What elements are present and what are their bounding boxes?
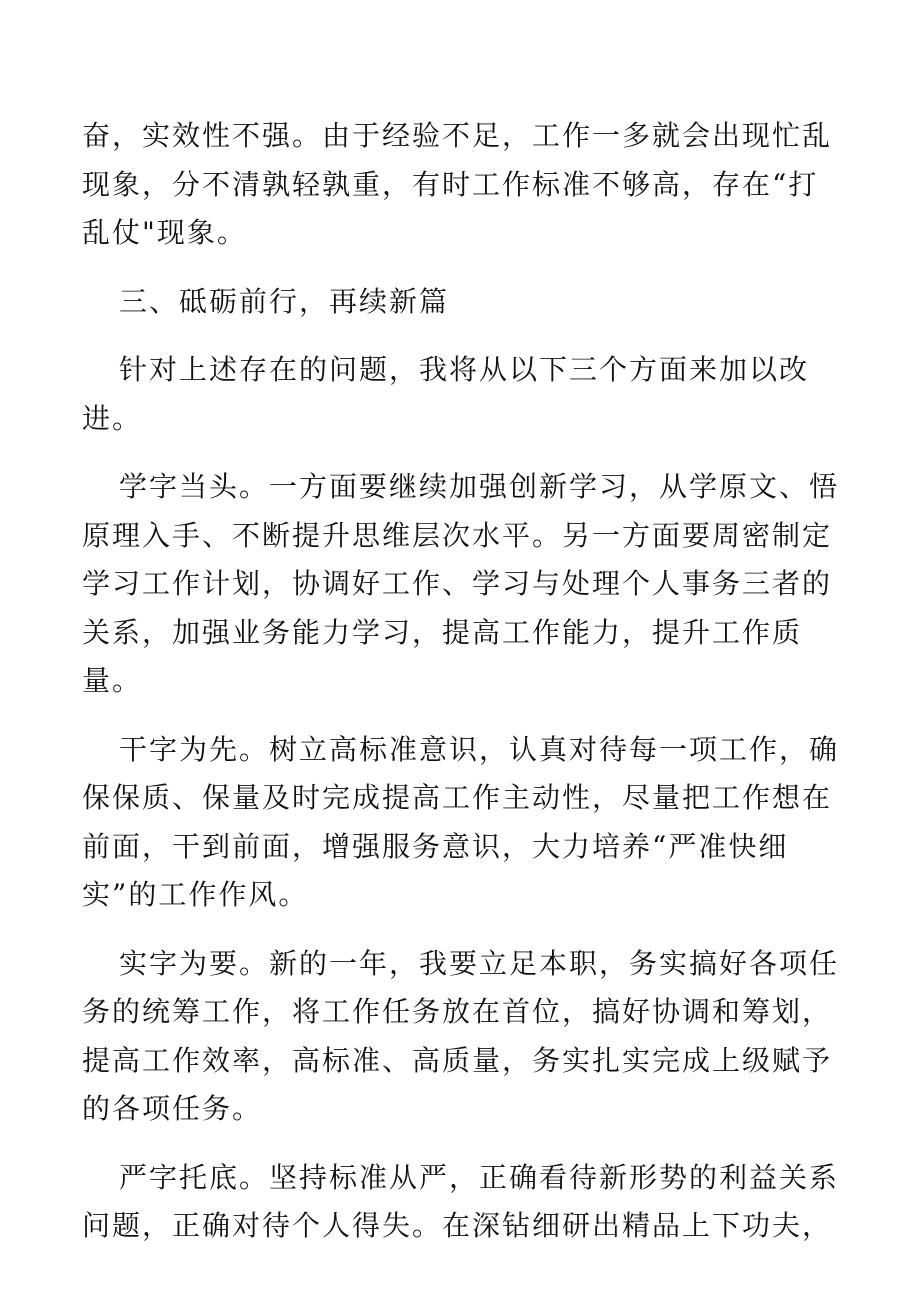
paragraph-gap — [82, 326, 827, 346]
text-line: 保保质、保量及时完成提高工作主动性，尽量把工作想在 — [82, 781, 833, 814]
paragraph-intro-continued — [82, 112, 833, 258]
paragraph-action-first — [82, 726, 840, 920]
text-line: 提高工作效率，高标准、高质量，务实扎实完成上级赋予 — [82, 1043, 833, 1077]
text-line: 前面，干到前面，增强服务意识，大力培养“严准快细 — [82, 829, 789, 863]
text-line: 原理入手、不断提升思维层次水平。另一方面要周密制定 — [82, 518, 833, 552]
paragraph-study-first — [82, 463, 840, 706]
paragraph-gap — [82, 258, 827, 278]
paragraph-gap — [82, 706, 827, 726]
text-line: 奋，实效性不强。由于经验不足，工作一多就会出现忙乱 — [82, 119, 833, 152]
document-body — [82, 112, 840, 1251]
text-line: 实”的工作作风。 — [82, 878, 309, 911]
text-line: 现象，分不清孰轻孰重，有时工作标准不够高，存在“打 — [82, 167, 819, 201]
text-line: 进。 — [82, 401, 143, 435]
paragraph-improvement-intro — [82, 346, 827, 443]
text-line: 的各项任务。 — [82, 1092, 263, 1125]
text-line: 量。 — [82, 664, 143, 697]
paragraph-strict-foundation — [82, 1154, 840, 1251]
paragraph-gap — [82, 920, 827, 940]
text-line: 学习工作计划，协调好工作、学习与处理个人事务三者的 — [82, 567, 833, 600]
text-line: 问题，正确对待个人得失。在深钻细研出精品上下功夫， — [82, 1209, 833, 1242]
paragraph-practical-essential — [82, 940, 840, 1134]
text-line: 严字托底。坚持标准从严，正确看待新形势的利益关系 — [119, 1160, 840, 1194]
section-heading — [82, 278, 827, 327]
paragraph-gap — [82, 443, 827, 463]
text-line: 实字为要。新的一年，我要立足本职，务实搞好各项任 — [119, 946, 840, 980]
text-line: 学字当头。一方面要继续加强创新学习，从学原文、悟 — [119, 470, 840, 503]
text-line: 务的统筹工作，将工作任务放在首位，搞好协调和筹划， — [82, 995, 833, 1028]
paragraph-gap — [82, 1134, 827, 1154]
text-line: 三、砥砺前行，再续新篇 — [119, 284, 450, 318]
text-line: 针对上述存在的问题，我将从以下三个方面来加以改 — [119, 353, 810, 386]
text-line: 关系，加强业务能力学习，提高工作能力，提升工作质 — [82, 615, 803, 649]
text-line: 干字为先。树立高标准意识，认真对待每一项工作，确 — [119, 732, 840, 766]
text-line: 乱仗"现象。 — [82, 216, 247, 249]
